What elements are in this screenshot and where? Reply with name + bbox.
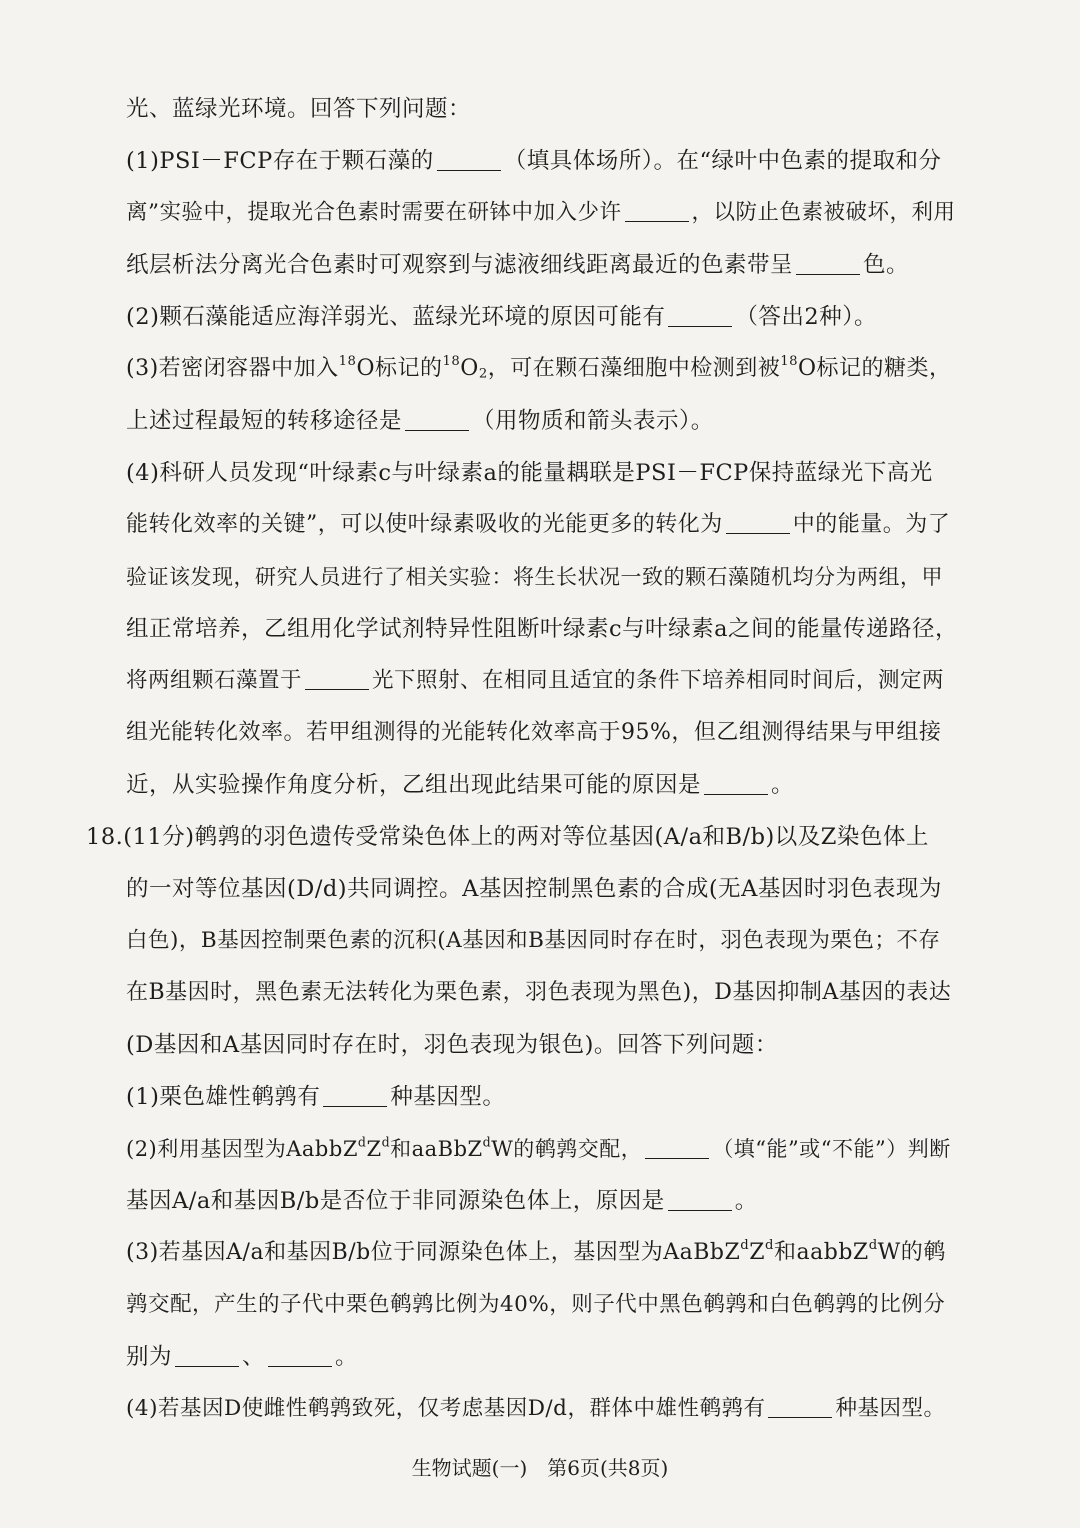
answer-blank <box>704 772 768 796</box>
text-span: (1)PSⅠ－FCP存在于颗石藻的 <box>126 148 434 174</box>
answer-blank <box>668 1188 732 1212</box>
answer-blank <box>668 304 732 328</box>
text-span: 18.(11分)鹌鹑的羽色遗传受常染色体上的两对等位基因(A/a和B/b)以及Z染色体上 <box>86 824 929 850</box>
text-span: 组正常培养，乙组用化学试剂特异性阻断叶绿素c与叶绿素a之间的能量传递路径， <box>126 616 959 642</box>
text-span: (1)栗色雄性鹌鹑有 <box>126 1084 321 1110</box>
text-span: ，以防止色素被破坏，利用 <box>691 200 956 225</box>
text-span: 验证该发现，研究人员进行了相关实验：将生长状况一致的颗石藻随机均分为两组，甲 <box>126 565 943 589</box>
text-span: 在B基因时，黑色素无法转化为栗色素，羽色表现为黑色)，D基因抑制A基因的表达 <box>126 980 952 1005</box>
text-span: 光下照射、在相同且适宜的条件下培养相同时间后，测定两 <box>372 668 945 693</box>
answer-blank <box>625 200 689 223</box>
text-span: 和aaBbZ <box>390 1137 483 1161</box>
text-line <box>126 614 958 644</box>
answer-blank <box>768 1396 832 1419</box>
text-span: 和aabbZ <box>774 1240 869 1265</box>
text-span: (D基因和A基因同时存在时，羽色表现为银色)。回答下列问题： <box>126 1032 778 1058</box>
answer-blank <box>175 1344 239 1368</box>
isotope-superscript: 18 <box>338 354 357 370</box>
allele-superscript: d <box>765 1238 774 1254</box>
subscript: 2 <box>478 366 488 382</box>
page-footer: 生物试题(一) 第6页(共8页) <box>411 1456 669 1480</box>
text-line <box>126 1290 945 1320</box>
text-span: 基因A/a和基因B/b是否位于非同源染色体上，原因是 <box>126 1188 665 1214</box>
text-line <box>126 770 794 800</box>
text-line <box>126 510 950 540</box>
text-span: 。 <box>771 772 795 798</box>
answer-blank <box>796 252 860 276</box>
text-span: 种基因型。 <box>835 1396 946 1421</box>
allele-superscript: d <box>482 1134 492 1150</box>
text-line <box>126 94 471 124</box>
text-line <box>126 1030 778 1060</box>
text-span: W的鹌 <box>877 1240 946 1265</box>
answer-blank <box>726 511 790 534</box>
isotope-superscript: 18 <box>780 354 799 370</box>
subquestion-2-line <box>126 1134 951 1164</box>
text-line <box>126 250 909 280</box>
text-span: （填“能”或“不能”）判断 <box>712 1137 951 1161</box>
text-span: 组光能转化效率。若甲组测得的光能转化效率高于95%，但乙组测得结果与甲组接 <box>126 720 942 745</box>
text-line <box>126 978 951 1008</box>
text-span: 、 <box>242 1344 266 1370</box>
answer-blank <box>405 408 469 432</box>
text-span: (3)若密闭容器中加入 <box>126 356 339 381</box>
text-span: 近，从实验操作角度分析，乙组出现此结果可能的原因是 <box>126 772 702 798</box>
text-span: 离”实验中，提取光合色素时需要在研钵中加入少许 <box>126 200 622 225</box>
text-span: （答出2种）。 <box>735 304 877 330</box>
allele-superscript: d <box>357 1134 367 1150</box>
answer-blank <box>645 1137 709 1159</box>
answer-blank <box>323 1084 387 1108</box>
text-span: 。 <box>335 1344 359 1370</box>
allele-superscript: d <box>381 1134 391 1150</box>
allele-superscript: d <box>868 1238 878 1254</box>
text-line <box>126 406 714 436</box>
text-span: 别为 <box>126 1344 173 1370</box>
text-span: 光、蓝绿光环境。回答下列问题： <box>126 96 472 122</box>
answer-blank <box>305 668 369 691</box>
text-span: 上述过程最短的转移途径是 <box>126 408 403 434</box>
text-span: 鹑交配，产生的子代中栗色鹌鹑比例为40%，则子代中黑色鹌鹑和白色鹌鹑的比例分 <box>126 1292 946 1317</box>
text-span: 白色)，B基因控制栗色素的沉积(A基因和B基因同时存在时，羽色表现为栗色；不存 <box>126 928 941 953</box>
text-span: O标记的 <box>356 356 443 381</box>
subquestion-3-line <box>126 1238 946 1268</box>
question-1-line <box>126 146 942 176</box>
answer-blank <box>268 1344 332 1368</box>
subquestion-4-line <box>126 1394 945 1424</box>
text-span: Z <box>366 1137 382 1161</box>
question-18-line <box>86 822 929 852</box>
text-line <box>126 562 943 592</box>
text-span: 能转化效率的关键”，可以使叶绿素吸收的光能更多的转化为 <box>126 512 723 537</box>
text-span: 。 <box>734 1188 758 1214</box>
text-line <box>126 1342 358 1372</box>
text-span: (3)若基因A/a和基因B/b位于同源染色体上，基因型为AaBbZ <box>126 1240 741 1265</box>
question-4-line <box>126 458 933 488</box>
text-span: O <box>460 356 479 381</box>
text-line <box>126 926 940 956</box>
isotope-superscript: 18 <box>442 354 461 370</box>
text-span: (2)颗石藻能适应海洋弱光、蓝绿光环境的原因可能有 <box>126 304 666 330</box>
text-span: Z <box>749 1240 766 1265</box>
answer-blank <box>437 148 501 172</box>
text-span: (4)科研人员发现“叶绿素c与叶绿素a的能量耦联是PSⅠ－FCP保持蓝绿光下高光 <box>126 460 933 486</box>
question-3-line <box>126 354 952 384</box>
text-line <box>126 718 941 748</box>
text-line <box>126 874 942 904</box>
text-span: ，可在颗石藻细胞中检测到被 <box>487 356 781 381</box>
text-span: (2)利用基因型为AabbZ <box>126 1137 358 1161</box>
text-line <box>126 198 956 228</box>
text-span: (4)若基因D使雌性鹌鹑致死，仅考虑基因D/d，群体中雄性鹌鹑有 <box>126 1396 766 1421</box>
text-span: 色。 <box>863 252 910 278</box>
text-span: 纸层析法分离光合色素时可观察到与滤液细线距离最近的色素带呈 <box>126 252 794 278</box>
text-line <box>126 666 944 696</box>
text-span: （填具体场所）。在“绿叶中色素的提取和分 <box>503 148 942 174</box>
text-span: 将两组颗石藻置于 <box>126 668 303 693</box>
text-span: 中的能量。为了 <box>792 512 951 537</box>
text-span: 的一对等位基因(D/d)共同调控。A基因控制黑色素的合成(无A基因时羽色表现为 <box>126 876 942 902</box>
text-span: （用物质和箭头表示）。 <box>472 408 714 434</box>
text-line <box>126 1186 758 1216</box>
text-span: 种基因型。 <box>390 1084 506 1110</box>
text-span: W的鹌鹑交配， <box>491 1137 643 1161</box>
subquestion-1-line <box>126 1082 505 1112</box>
question-2-line <box>126 302 877 332</box>
text-span: O标记的糖类， <box>798 356 952 381</box>
allele-superscript: d <box>740 1238 750 1254</box>
